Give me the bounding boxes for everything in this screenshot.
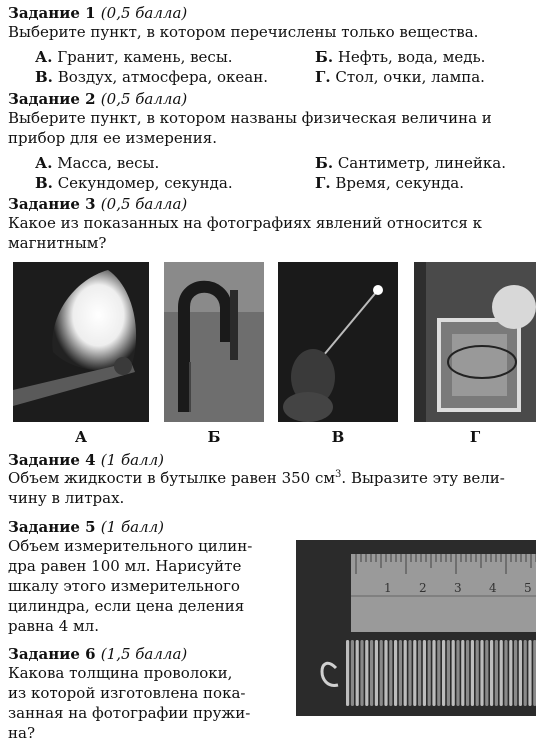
photo-a-label: А	[74, 428, 88, 446]
task2-option-a[interactable]	[35, 154, 159, 172]
photo-c-light-beam	[278, 262, 398, 422]
task1-header	[8, 4, 187, 22]
task3-header	[8, 195, 187, 213]
spring-coil	[404, 640, 407, 706]
spring-coil	[528, 640, 531, 706]
spring-coil	[456, 640, 459, 706]
option-letter: Б.	[315, 154, 334, 172]
spring-coil	[399, 640, 402, 706]
task5-line: Объем измерительного цилин-	[8, 537, 253, 555]
option-text: Секундомер, секунда.	[57, 174, 233, 192]
task6-title: Задание 6	[8, 645, 96, 663]
ruler-number: 2	[419, 581, 427, 595]
spring-coil	[514, 640, 517, 706]
task1-option-d[interactable]	[315, 68, 485, 86]
spring-coil	[500, 640, 503, 706]
spring-coil	[380, 640, 383, 706]
option-text: Гранит, камень, весы.	[57, 48, 233, 66]
task5-header	[8, 518, 164, 536]
task4-text-line1	[8, 469, 505, 487]
option-text: Время, секунда.	[335, 174, 464, 192]
spring-coil	[452, 640, 455, 706]
spring-coil	[447, 640, 450, 706]
spring-coil	[519, 640, 522, 706]
task5-points: (1 балл)	[100, 518, 165, 536]
ruler-number: 3	[454, 581, 462, 595]
spring-coil	[437, 640, 440, 706]
option-letter: В.	[35, 174, 53, 192]
spring-coil	[428, 640, 431, 706]
task6-line: занная на фотографии пружи-	[8, 704, 251, 722]
task3-question-line2: магнитным?	[8, 234, 107, 252]
task4-title: Задание 4	[8, 451, 96, 469]
spring-coil	[466, 640, 469, 706]
spring-coil	[394, 640, 397, 706]
spring-coil	[384, 640, 387, 706]
photo-b-label: Б	[207, 428, 221, 446]
task2-option-d[interactable]	[315, 174, 464, 192]
option-letter: В.	[35, 68, 53, 86]
task6-line: Какова толщина проволоки,	[8, 664, 233, 682]
photo-c-label: В	[331, 428, 345, 446]
task6-line: из которой изготовлена пока-	[8, 684, 246, 702]
task5-line: цилиндра, если цена деления	[8, 597, 245, 615]
spring-coil	[346, 640, 349, 706]
spring-coil	[509, 640, 512, 706]
task2-option-b[interactable]	[315, 154, 506, 172]
task3-points: (0,5 балла)	[100, 195, 188, 213]
ruler-number: 1	[384, 581, 392, 595]
task4-text-pre: Объем жидкости в бутылке равен 350 см	[8, 469, 336, 487]
spring-coil	[418, 640, 421, 706]
photo-a-burning-match	[13, 262, 149, 422]
photo-d-label: Г	[469, 428, 481, 446]
spring-coil	[351, 640, 354, 706]
task2-header	[8, 90, 187, 108]
task6-line: на?	[8, 724, 35, 742]
task5-line: шкалу этого измерительного	[8, 577, 240, 595]
spring-coil	[413, 640, 416, 706]
task2-points: (0,5 балла)	[100, 90, 188, 108]
spring-coil	[389, 640, 392, 706]
task6-header	[8, 645, 187, 663]
spring-coil	[490, 640, 493, 706]
task1-points: (0,5 балла)	[100, 4, 188, 22]
spring-coil	[360, 640, 363, 706]
photo-b-horseshoe-magnet	[164, 262, 264, 422]
option-text: Нефть, вода, медь.	[337, 48, 486, 66]
task4-text-line2: чину в литрах.	[8, 489, 125, 507]
task2-option-c[interactable]	[35, 174, 233, 192]
spring-coil	[485, 640, 488, 706]
task5-title: Задание 5	[8, 518, 96, 536]
spring-coil	[524, 640, 527, 706]
option-text: Воздух, атмосфера, океан.	[57, 68, 269, 86]
spring-coil	[423, 640, 426, 706]
task4-points: (1 балл)	[100, 451, 165, 469]
option-text: Масса, весы.	[57, 154, 160, 172]
task4-superscript: 3	[335, 469, 342, 480]
spring-coil	[365, 640, 368, 706]
option-letter: А.	[35, 154, 53, 172]
task5-line: дра равен 100 мл. Нарисуйте	[8, 557, 242, 575]
task2-question-line2: прибор для ее измерения.	[8, 129, 217, 147]
photo-d-sphere-and-frame	[414, 262, 536, 422]
task5-line: равна 4 мл.	[8, 617, 99, 635]
spring-coil	[370, 640, 373, 706]
option-text: Стол, очки, лампа.	[335, 68, 485, 86]
spring-coil	[471, 640, 474, 706]
spring-coil	[533, 640, 536, 706]
spring-coil	[480, 640, 483, 706]
task4-text-post: . Выразите эту вели-	[341, 469, 505, 487]
option-letter: А.	[35, 48, 53, 66]
task3-question-line1: Какое из показанных на фотографиях явлений относится к	[8, 214, 482, 232]
task1-option-a[interactable]	[35, 48, 233, 66]
ruler-number: 4	[489, 581, 497, 595]
spring-coil	[432, 640, 435, 706]
spring-coil	[476, 640, 479, 706]
spring-coil	[495, 640, 498, 706]
task1-question: Выберите пункт, в котором перечислены только вещества.	[8, 23, 479, 41]
photo-spring-with-ruler	[296, 540, 536, 716]
task1-option-b[interactable]	[315, 48, 485, 66]
ruler-number: 5	[524, 581, 532, 595]
task1-title: Задание 1	[8, 4, 96, 22]
option-letter: Г.	[315, 68, 331, 86]
spring-coil	[356, 640, 359, 706]
task6-points: (1,5 балла)	[100, 645, 188, 663]
task2-question-line1: Выберите пункт, в котором названы физическая величина и	[8, 109, 492, 127]
spring-coil	[375, 640, 378, 706]
spring-coil	[461, 640, 464, 706]
spring-coil	[504, 640, 507, 706]
task3-title: Задание 3	[8, 195, 96, 213]
spring-coil	[442, 640, 445, 706]
option-letter: Б.	[315, 48, 334, 66]
spring-coil	[408, 640, 411, 706]
task4-header	[8, 451, 164, 469]
task2-title: Задание 2	[8, 90, 96, 108]
task1-option-c[interactable]	[35, 68, 268, 86]
option-text: Сантиметр, линейка.	[337, 154, 507, 172]
option-letter: Г.	[315, 174, 331, 192]
